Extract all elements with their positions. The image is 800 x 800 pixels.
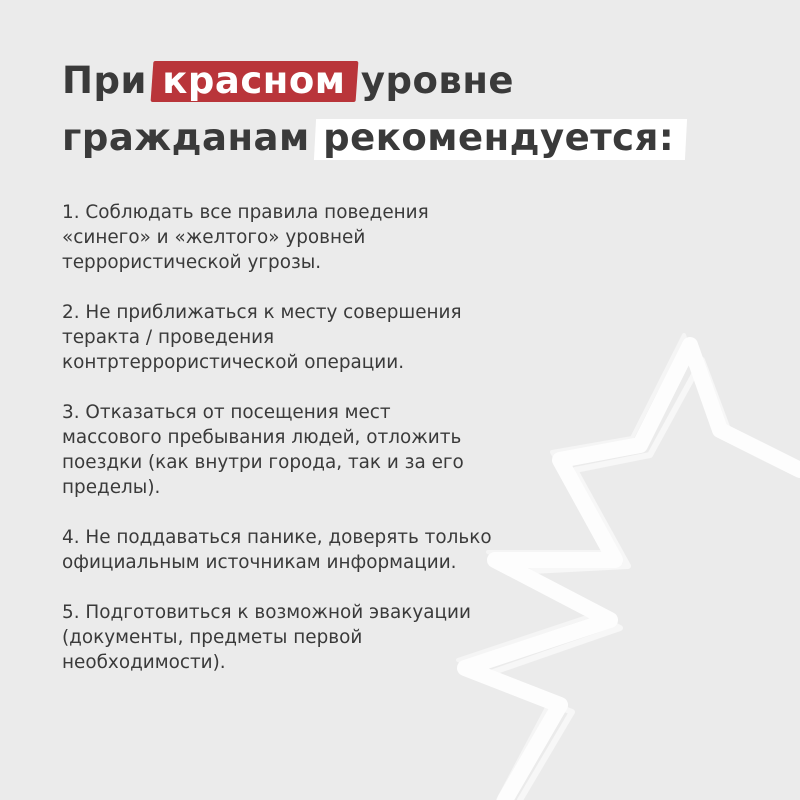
item-line: «синего» и «желтого» уровней bbox=[62, 227, 366, 248]
item-line: 1. Соблюдать все правила поведения bbox=[62, 202, 429, 223]
item-line: террористической угрозы. bbox=[62, 252, 322, 273]
item-line: необходимости). bbox=[62, 652, 226, 673]
item-line: пределы). bbox=[62, 477, 161, 498]
recommendation-list bbox=[62, 200, 582, 700]
title-part-2: уровне bbox=[360, 59, 515, 102]
item-line: теракта / проведения bbox=[62, 327, 275, 348]
title-line-1 bbox=[62, 52, 762, 109]
item-line: поездки (как внутри города, так и за его bbox=[62, 452, 464, 473]
title-highlight-red: красном bbox=[156, 52, 351, 109]
title-part-3: гражданам bbox=[62, 116, 310, 159]
recommendation-item-5 bbox=[62, 600, 582, 675]
recommendation-item-2 bbox=[62, 300, 582, 375]
recommendation-item-4 bbox=[62, 525, 582, 575]
title-line-2 bbox=[62, 109, 762, 166]
item-line: 4. Не поддаваться панике, доверять только bbox=[62, 527, 492, 548]
item-line: 2. Не приближаться к месту совершения bbox=[62, 302, 462, 323]
recommendation-item-3 bbox=[62, 400, 582, 500]
title-part-1: При bbox=[62, 59, 147, 102]
item-line: (документы, предметы первой bbox=[62, 627, 363, 648]
item-line: 3. Отказаться от посещения мест bbox=[62, 402, 391, 423]
title-highlight-white: рекомендуется: bbox=[323, 109, 674, 166]
page-title bbox=[62, 52, 762, 166]
item-line: контртеррористической операции. bbox=[62, 352, 405, 373]
item-line: официальным источникам информации. bbox=[62, 552, 457, 573]
item-line: 5. Подготовиться к возможной эвакуации bbox=[62, 602, 471, 623]
item-line: массового пребывания людей, отложить bbox=[62, 427, 462, 448]
recommendation-item-1 bbox=[62, 200, 582, 275]
